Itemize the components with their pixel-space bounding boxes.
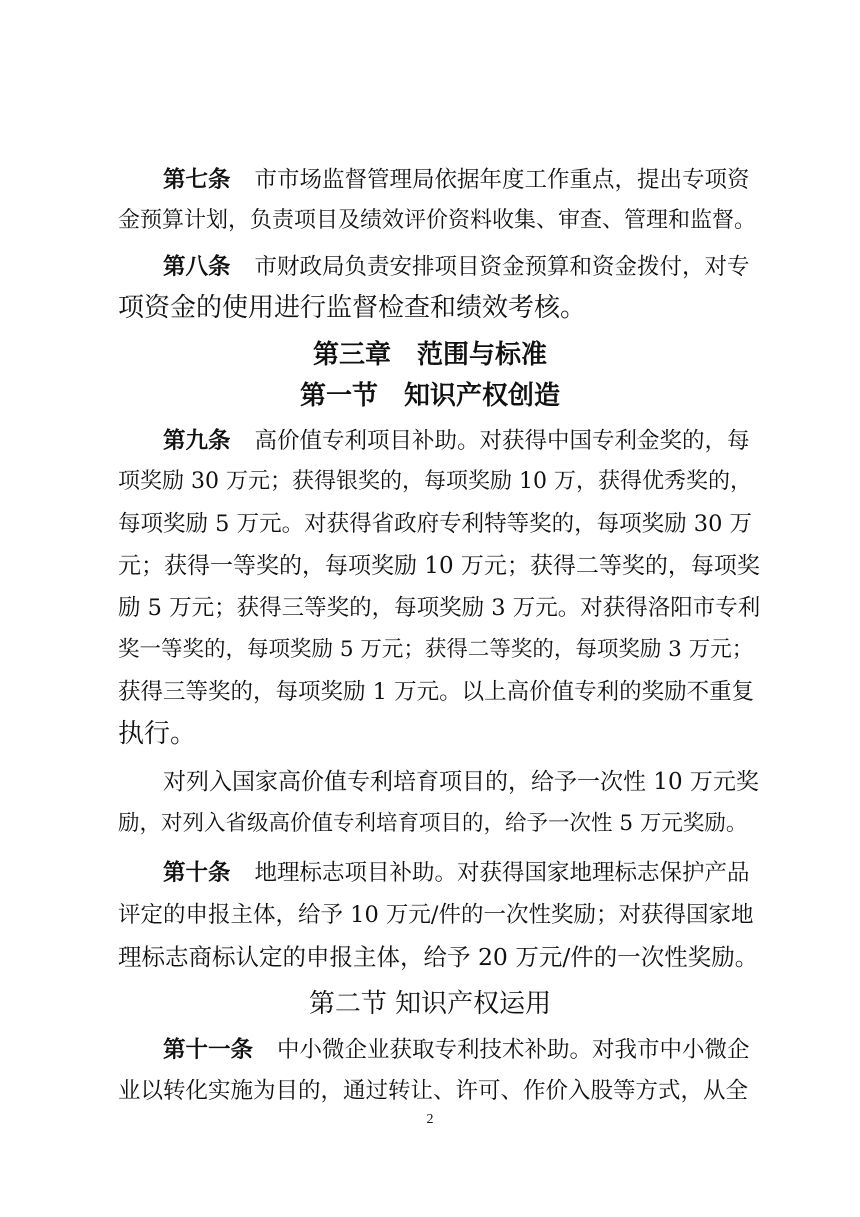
article-10-line-2: 评定的申报主体，给予 10 万元/件的一次性奖励；对获得国家地 — [118, 902, 754, 928]
article-10-line-1 — [163, 855, 750, 891]
page-number: 2 — [426, 1112, 434, 1127]
article-8-line-2: 项资金的使用进行监督检查和绩效考核。 — [118, 293, 587, 323]
article-10-text-1: 地理标志项目补助。对获得国家地理标志保护产品 — [254, 860, 750, 886]
article-11-line-2: 业以转化实施为目的，通过转让、许可、作价入股等方式，从全 — [118, 1078, 749, 1104]
article-9-line-1 — [163, 423, 750, 459]
article-8-label: 第八条 — [163, 254, 231, 280]
article-9-line-4: 元；获得一等奖的，每项奖励 10 万元；获得二等奖的，每项奖 — [118, 553, 760, 579]
article-11-line-1 — [163, 1032, 750, 1068]
section-2-title: 第二节 知识产权运用 — [308, 989, 552, 1019]
article-9-label: 第九条 — [163, 428, 231, 454]
cultivation-line-1: 对列入国家高价值专利培育项目的，给予一次性 10 万元奖 — [163, 769, 759, 795]
article-8-line-1 — [163, 249, 750, 285]
article-7-label: 第七条 — [163, 167, 231, 193]
section-1-title: 第一节 知识产权创造 — [299, 381, 560, 411]
article-11-label: 第十一条 — [163, 1037, 254, 1063]
cultivation-line-2: 励，对列入省级高价值专利培育项目的，给予一次性 5 万元奖励。 — [118, 811, 748, 836]
article-9-line-8: 执行。 — [118, 719, 197, 749]
article-9-line-3: 每项奖励 5 万元。对获得省政府专利特等奖的，每项奖励 30 万 — [118, 511, 753, 537]
article-9-line-5: 励 5 万元；获得三等奖的，每项奖励 3 万元。对获得洛阳市专利 — [118, 595, 761, 621]
article-7-line-2: 金预算计划，负责项目及绩效评价资料收集、审查、管理和监督。 — [118, 208, 757, 233]
article-10-line-3: 理标志商标认定的申报主体，给予 20 万元/件的一次性奖励。 — [118, 943, 759, 971]
article-9-text-1: 高价值专利项目补助。对获得中国专利金奖的，每 — [254, 428, 750, 454]
article-11-text-1: 中小微企业获取专利技术补助。对我市中小微企 — [277, 1037, 750, 1063]
article-9-line-2: 项奖励 30 万元；获得银奖的，每项奖励 10 万，获得优秀奖的， — [118, 469, 752, 494]
chapter-3-title: 第三章 范围与标准 — [312, 340, 547, 370]
article-10-label: 第十条 — [163, 860, 231, 886]
article-9-line-7: 获得三等奖的，每项奖励 1 万元。以上高价值专利的奖励不重复 — [118, 679, 755, 705]
article-8-text-1: 市财政局负责安排项目资金预算和资金拨付，对专 — [254, 254, 750, 280]
article-9-line-6: 奖一等奖的，每项奖励 5 万元；获得二等奖的，每项奖励 3 万元； — [118, 637, 754, 662]
article-7-line-1 — [163, 162, 750, 198]
article-7-text-1: 市市场监督管理局依据年度工作重点，提出专项资 — [254, 167, 750, 193]
